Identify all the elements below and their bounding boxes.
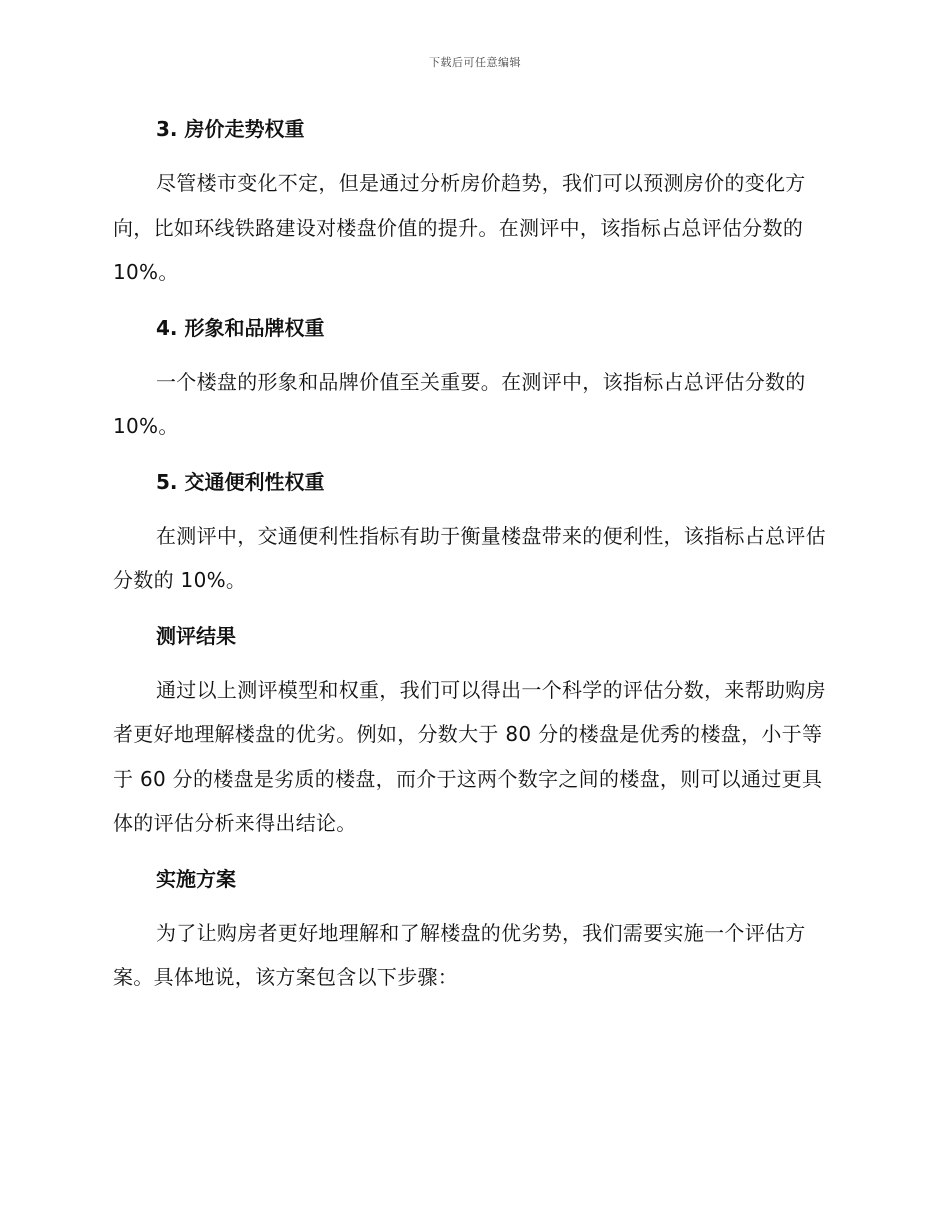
section-heading-implementation: 实施方案	[156, 866, 236, 891]
section-body-price-trend: 尽管楼市变化不定，但是通过分析房价趋势，我们可以预测房价的变化方向，比如环线铁路建设对楼盘价值的提升。在测评中，该指标占总评估分数的 10%。	[113, 171, 806, 284]
page-header-note: 下载后可任意编辑	[429, 56, 521, 69]
section-body-implementation: 为了让购房者更好地理解和了解楼盘的优劣势，我们需要实施一个评估方案。具体地说，该方案包含以下步骤：	[113, 920, 806, 989]
section-body-results: 通过以上测评模型和权重，我们可以得出一个科学的评估分数，来帮助购房者更好地理解楼盘的优劣。例如，分数大于 80 分的楼盘是优秀的楼盘，小于等于 60 分的楼盘是劣质的楼盘，而介于这两个数字之间的楼盘，则可以通过更具体的评估分析来得出结论。	[113, 677, 826, 835]
document-body	[113, 112, 833, 1000]
section-heading-transport: 5. 交通便利性权重	[156, 469, 325, 494]
section-heading-results: 测评结果	[156, 623, 236, 648]
section-body-transport: 在测评中，交通便利性指标有助于衡量楼盘带来的便利性，该指标占总评估分数的 10%。	[113, 523, 826, 592]
section-heading-brand: 4. 形象和品牌权重	[156, 315, 325, 340]
section-body-brand: 一个楼盘的形象和品牌价值至关重要。在测评中，该指标占总评估分数的 10%。	[113, 369, 806, 438]
section-heading-price-trend: 3. 房价走势权重	[156, 117, 305, 141]
